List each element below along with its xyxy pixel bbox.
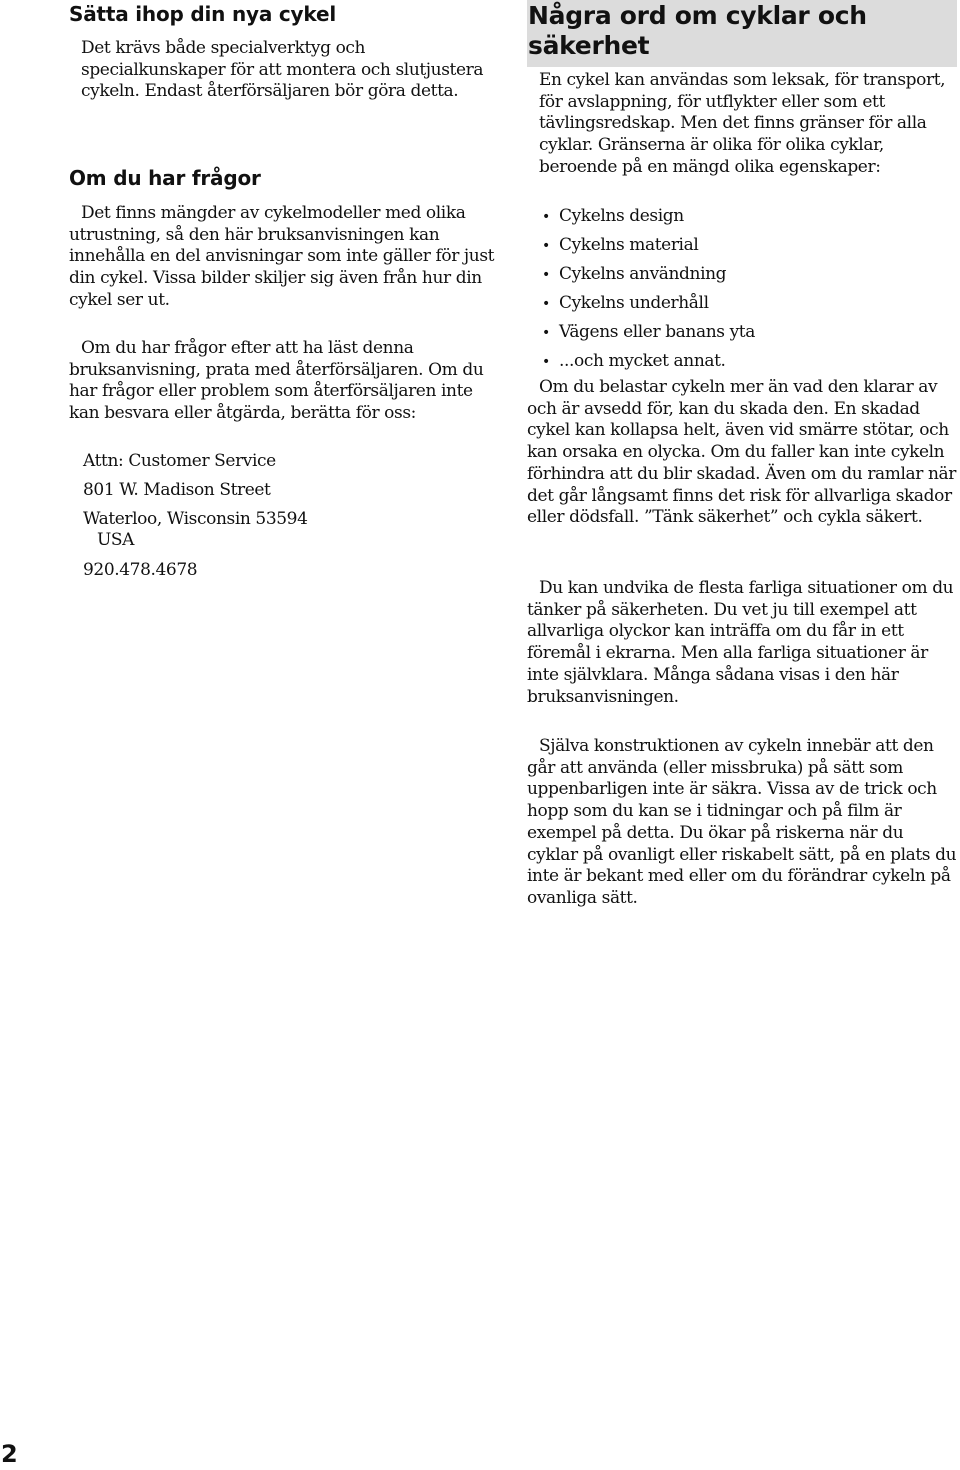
questions-paragraph-2: Om du har frågor efter att ha läst denna bruksanvisning, prata med återförsäljaren. Om du har frågor eller problem som återförsäljaren inte kan besvara eller åtgärda, berätta för oss: — [69, 338, 484, 424]
list-item: • Cykelns underhåll — [542, 289, 755, 318]
safety-paragraph-3: Du kan undvika de flesta farliga situationer om du tänker på säkerheten. Du vet ju till exempel att allvarliga olyckor kan inträffa om du får in ett föremål i ekrarna. Men alla farliga situationer är inte självklara. Många sådana visas i den här bruksanvisningen. — [527, 578, 954, 707]
safety-paragraph-4: Själva konstruktionen av cykeln innebär att den går att använda (eller missbruka) på sätt som uppenbarligen inte är säkra. Vissa av de trick och hopp som du kan se i tidningar och på film är exempel på detta. Du ökar på riskerna när du cyklar på ovanligt eller riskabelt sätt, på en plats du inte är bekant med eller om du förändrar cykeln på ovanliga sätt. — [527, 736, 957, 908]
list-item: • Cykelns material — [542, 231, 755, 260]
section-heading-assembly: Sätta ihop din nya cykel — [69, 2, 336, 26]
safety-heading: Några ord om cyklar och säkerhet — [528, 1, 867, 60]
safety-paragraph-2: Om du belastar cykeln mer än vad den klarar av och är avsedd för, kan du skada den. En skadad cykel kan kollapsa helt, även vid smärre stötar, och kan orsaka en olycka. Om du faller kan inte cykeln förhindra att du blir skadad. Även om du ramlar när det går långsamt finns det risk för allvarliga skador eller dödsfall. ”Tänk säkerhet” och cykla säkert. — [527, 377, 957, 528]
safety-paragraph-1: En cykel kan användas som leksak, för transport, för avslappning, för utflykter eller som ett tävlingsredskap. Men det finns gränser för alla cyklar. Gränserna är olika för olika cyklar, beroende på en mängd olika egenskaper: — [539, 70, 946, 177]
address-phone: 920.478.4678 — [83, 560, 198, 580]
bullet-icon: • — [542, 267, 550, 283]
section-heading-questions: Om du har frågor — [69, 166, 261, 190]
bullet-icon: • — [542, 296, 550, 312]
list-item: • ...och mycket annat. — [542, 347, 755, 376]
bullet-icon: • — [542, 209, 550, 225]
page-number: 2 — [1, 1440, 18, 1468]
list-item: • Cykelns design — [542, 202, 755, 231]
questions-paragraph-1: Det finns mängder av cykelmodeller med olika utrustning, så den här bruksanvisningen kan innehålla en del anvisningar som inte gäller för just din cykel. Vissa bilder skiljer sig även från hur din cykel ser ut. — [69, 203, 495, 310]
address-attn: Attn: Customer Service — [83, 451, 276, 471]
address-city: Waterloo, Wisconsin 53594 — [83, 509, 308, 529]
bullet-icon: • — [542, 238, 550, 254]
address-country: USA — [97, 530, 135, 550]
bullet-icon: • — [542, 354, 550, 370]
address-street: 801 W. Madison Street — [83, 480, 271, 500]
properties-list — [542, 202, 755, 376]
list-item: • Cykelns användning — [542, 260, 755, 289]
list-item: • Vägens eller banans yta — [542, 318, 755, 347]
assembly-paragraph: Det krävs både specialverktyg och specialkunskaper för att montera och slutjustera cykeln. Endast återförsäljaren bör göra detta. — [81, 38, 484, 102]
bullet-icon: • — [542, 325, 550, 341]
